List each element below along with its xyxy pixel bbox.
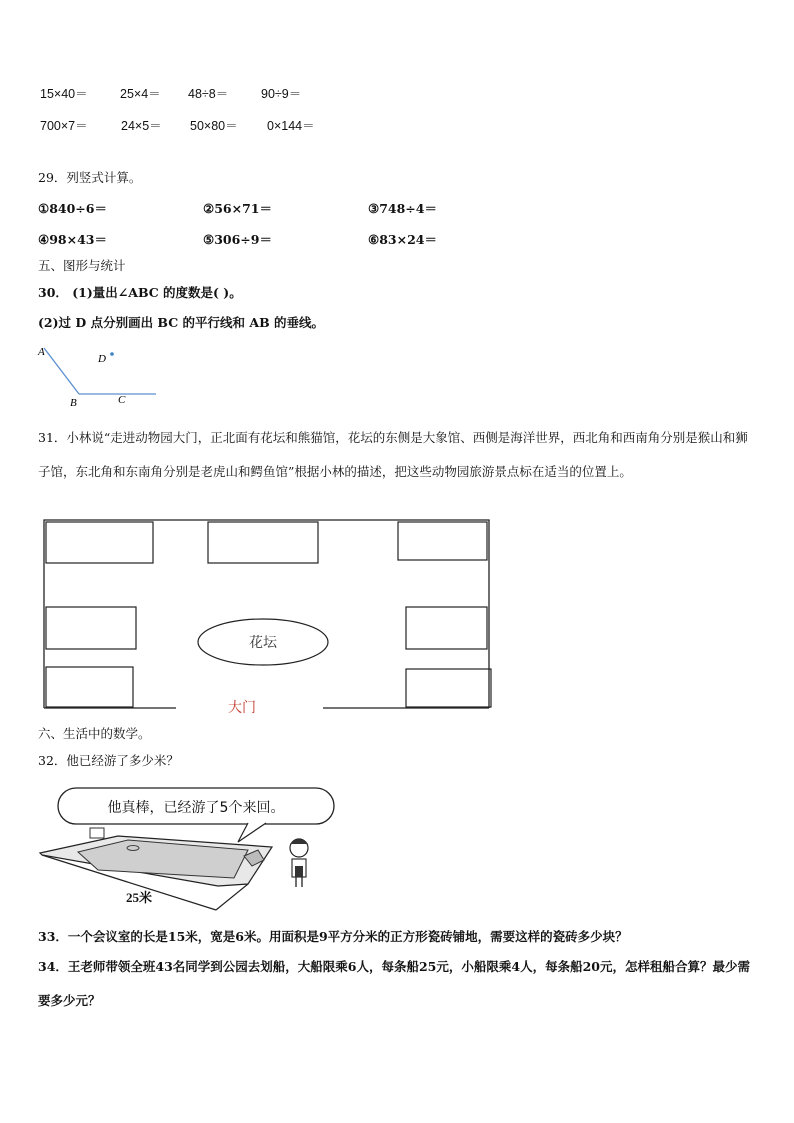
question-30-line1: 30． (1)量出∠ABC 的度数是( )。 <box>38 285 242 300</box>
box-southwest[interactable] <box>46 667 133 707</box>
question-31-text: 31．小林说“走进动物园大门，正北面有花坛和熊猫馆，花坛的东侧是大象馆、西侧是海洋世界，西北角和西南角分别是猴山和狮子馆，东北角和东南角分别是老虎山和鳄鱼馆”根据小林的描述，把这些动物园旅游景点标在适当的位置上。 <box>38 430 748 479</box>
question-34-text: 34．王老师带领全班43名同学到公园去划船，大船限乘6人，每条船25元，小船限乘4人，每条船20元，怎样租船合算？最少需要多少元？ <box>38 959 750 1008</box>
section-5-title: 五、图形与统计 <box>38 258 126 273</box>
gate-label: 大门 <box>228 700 256 716</box>
q29-item: ②56×71＝ <box>203 201 272 216</box>
q29-item: ④98×43＝ <box>38 232 107 247</box>
question-30-line2: (2)过 D 点分别画出 BC 的平行线和 AB 的垂线。 <box>38 315 324 330</box>
question-32-title: 32．他已经游了多少米？ <box>38 753 179 768</box>
box-north[interactable] <box>208 522 318 563</box>
question-33-text: 33．一个会议室的长是15米，宽是6米。用面积是9平方分米的正方形瓷砖铺地，需要这样的瓷砖多少块？ <box>38 929 628 944</box>
label-c: C <box>118 394 126 406</box>
calc-item: 700×7＝ <box>40 119 88 133</box>
pool-illustration <box>38 780 338 915</box>
calc-item: 0×144＝ <box>267 119 315 133</box>
calc-item: 50×80＝ <box>190 119 238 133</box>
zoo-boundary <box>44 520 489 708</box>
box-southeast[interactable] <box>406 669 491 707</box>
q29-item: ⑥83×24＝ <box>368 232 437 247</box>
question-29-title: 29．列竖式计算。 <box>38 170 142 185</box>
flowerbed-label: 花坛 <box>249 635 277 651</box>
boy-shorts <box>295 866 303 877</box>
q29-item: ③748÷4＝ <box>368 201 437 216</box>
section-6-title: 六、生活中的数学。 <box>38 726 151 741</box>
calc-item: 25×4＝ <box>120 87 161 101</box>
box-east[interactable] <box>406 607 487 649</box>
speech-bubble-text: 他真棒，已经游了5个来回。 <box>107 800 285 816</box>
label-d: D <box>98 353 106 365</box>
pool-length-label: 25米 <box>126 890 153 905</box>
label-a: A <box>38 346 45 358</box>
pool-edge-right <box>216 884 248 910</box>
box-west[interactable] <box>46 607 136 649</box>
diving-block <box>90 828 104 838</box>
ray-ba <box>44 348 79 394</box>
angle-abc-figure <box>30 340 170 410</box>
q29-item: ⑤306÷9＝ <box>203 232 272 247</box>
calc-item: 24×5＝ <box>121 119 162 133</box>
boy-hair <box>290 839 308 844</box>
q29-item: ①840÷6＝ <box>38 201 107 216</box>
box-northeast[interactable] <box>398 522 487 560</box>
speech-bubble-tail <box>238 823 266 842</box>
box-northwest[interactable] <box>46 522 153 563</box>
calc-item: 90÷9＝ <box>261 87 302 101</box>
calc-item: 15×40＝ <box>40 87 88 101</box>
calc-item: 48÷8＝ <box>188 87 229 101</box>
label-b: B <box>70 397 77 409</box>
point-d <box>110 352 114 356</box>
zoo-map <box>40 516 495 714</box>
